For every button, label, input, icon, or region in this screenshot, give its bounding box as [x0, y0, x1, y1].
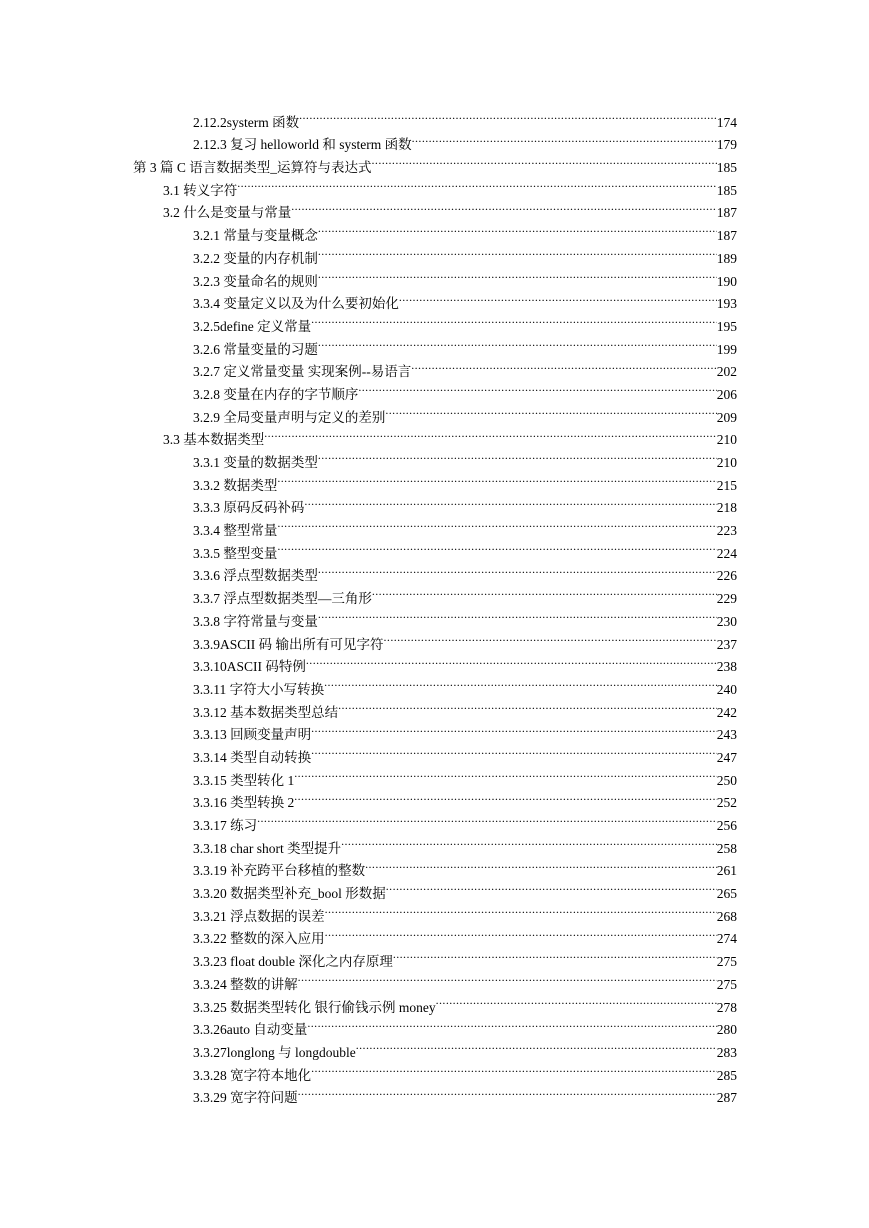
toc-leader-dots — [436, 989, 717, 1012]
toc-entry-title: 3.2 什么是变量与常量 — [163, 205, 292, 221]
toc-entry-title: 3.2.1 常量与变量概念 — [193, 228, 318, 244]
toc-entry-title: 3.3.22 整数的深入应用 — [193, 931, 325, 947]
toc-entry[interactable] — [0, 717, 737, 743]
toc-entry[interactable] — [0, 580, 737, 607]
table-of-contents — [0, 104, 869, 1106]
toc-leader-dots — [299, 104, 717, 127]
toc-entry[interactable] — [0, 649, 737, 675]
toc-entry-page-number: 237 — [716, 636, 737, 652]
toc-entry-title: 3.3.19 补充跨平台移植的整数 — [193, 863, 366, 879]
toc-entry[interactable] — [0, 172, 737, 198]
toc-leader-dots — [318, 240, 717, 263]
toc-entry-title: 3.3.10ASCII 码特例 — [193, 659, 306, 675]
toc-entry-title: 3.2.3 变量命名的规则 — [193, 273, 318, 289]
toc-leader-dots — [356, 1034, 717, 1057]
toc-leader-dots — [324, 671, 717, 694]
toc-entry-page-number: 285 — [716, 1067, 737, 1083]
toc-entry-title: 3.3.5 整型变量 — [193, 545, 278, 561]
toc-entry[interactable] — [0, 603, 737, 629]
toc-entry[interactable] — [0, 467, 737, 493]
toc-entry-title: 3.3.17 练习 — [193, 818, 258, 833]
toc-leader-dots — [341, 830, 717, 853]
toc-entry-page-number: 209 — [716, 409, 737, 425]
toc-leader-dots — [411, 354, 717, 377]
toc-entry[interactable] — [0, 875, 737, 902]
toc-leader-dots — [365, 853, 717, 876]
toc-entry-page-number: 199 — [716, 341, 737, 357]
toc-entry-page-number: 261 — [716, 863, 737, 879]
toc-entry-page-number: 275 — [716, 954, 737, 970]
toc-leader-dots — [291, 195, 717, 218]
toc-leader-dots — [318, 263, 717, 286]
toc-entry-page-number: 247 — [716, 749, 737, 765]
toc-leader-dots — [257, 807, 717, 830]
toc-entry-page-number: 287 — [716, 1090, 737, 1106]
toc-entry-page-number: 268 — [716, 908, 737, 924]
toc-entry-page-number: 274 — [716, 931, 737, 947]
toc-leader-dots — [318, 331, 717, 354]
toc-entry[interactable] — [0, 354, 737, 380]
toc-entry[interactable] — [0, 626, 737, 652]
toc-entry-title: 第 3 篇 C 语言数据类型_运算符与表达式 — [133, 160, 372, 176]
toc-entry-page-number: 283 — [716, 1044, 737, 1060]
toc-entry-title: 3.1 转义字符 — [163, 182, 238, 198]
toc-entry-page-number: 210 — [716, 455, 737, 470]
toc-entry[interactable] — [0, 830, 737, 856]
toc-entry-page-number: 256 — [716, 818, 737, 833]
toc-entry-page-number: 230 — [716, 613, 737, 629]
toc-entry[interactable] — [0, 694, 737, 720]
toc-leader-dots — [386, 875, 717, 898]
toc-entry-title: 3.2.8 变量在内存的字节顺序 — [193, 386, 359, 402]
toc-entry-title: 3.3.29 宽字符问题 — [193, 1090, 298, 1106]
toc-leader-dots — [264, 422, 717, 445]
toc-entry[interactable] — [0, 739, 737, 765]
toc-entry-title: 3.3.23 float double 深化之内存原理 — [193, 954, 393, 970]
toc-entry[interactable] — [0, 535, 737, 561]
toc-leader-dots — [318, 444, 717, 467]
toc-entry-page-number: 187 — [716, 205, 737, 221]
toc-entry-title: 3.2.2 变量的内存机制 — [193, 250, 318, 266]
toc-leader-dots — [237, 172, 717, 195]
toc-entry-title: 3.3.8 字符常量与变量 — [193, 613, 318, 629]
toc-entry-title: 3.3.4 整型常量 — [193, 523, 278, 539]
toc-entry-page-number: 265 — [716, 886, 737, 902]
toc-entry[interactable] — [0, 308, 737, 334]
toc-leader-dots — [384, 626, 717, 649]
toc-leader-dots — [318, 558, 717, 581]
toc-entry-page-number: 174 — [716, 114, 737, 130]
toc-entry[interactable] — [0, 331, 737, 357]
toc-entry-page-number: 242 — [716, 704, 737, 720]
toc-leader-dots — [311, 308, 717, 331]
toc-entry-title: 3.2.5define 定义常量 — [193, 318, 312, 334]
toc-entry-title: 3.3.6 浮点型数据类型 — [193, 568, 318, 584]
toc-entry-page-number: 278 — [716, 999, 737, 1015]
toc-entry[interactable] — [0, 807, 737, 833]
toc-leader-dots — [318, 217, 717, 240]
toc-entry[interactable] — [0, 1034, 737, 1060]
toc-entry-page-number: 195 — [716, 318, 737, 334]
toc-entry-title: 3.2.6 常量变量的习题 — [193, 341, 318, 357]
toc-entry-title: 3.3.14 类型自动转换 — [193, 749, 312, 765]
toc-entry-title: 3.3 基本数据类型 — [163, 432, 265, 448]
toc-leader-dots — [311, 717, 717, 740]
toc-leader-dots — [372, 149, 717, 172]
toc-leader-dots — [325, 898, 717, 921]
toc-entry-title: 3.3.20 数据类型补充_bool 形数据 — [193, 886, 386, 902]
toc-entry-page-number: 210 — [716, 432, 737, 448]
toc-leader-dots — [372, 580, 717, 603]
toc-entry-title: 2.12.2systerm 函数 — [193, 114, 300, 130]
toc-entry[interactable] — [0, 399, 737, 425]
toc-entry-page-number: 187 — [716, 228, 737, 244]
toc-leader-dots — [338, 694, 717, 717]
toc-entry[interactable] — [0, 512, 737, 539]
toc-entry[interactable] — [0, 1080, 737, 1106]
toc-entry[interactable] — [0, 785, 737, 811]
toc-entry-page-number: 275 — [716, 976, 737, 992]
toc-leader-dots — [277, 535, 716, 558]
toc-leader-dots — [311, 739, 717, 762]
toc-entry-title: 3.3.26auto 自动变量 — [193, 1022, 308, 1038]
toc-entry-title: 3.3.2 数据类型 — [193, 477, 278, 493]
toc-entry[interactable] — [0, 376, 737, 402]
toc-entry-page-number: 224 — [716, 545, 737, 561]
toc-leader-dots — [393, 943, 717, 966]
toc-entry[interactable] — [0, 943, 737, 970]
toc-entry-page-number: 240 — [716, 681, 737, 697]
toc-entry-page-number: 202 — [716, 364, 737, 380]
toc-entry[interactable] — [0, 966, 737, 992]
toc-leader-dots — [277, 467, 716, 490]
toc-entry-title: 3.3.18 char short 类型提升 — [193, 840, 342, 856]
toc-entry[interactable] — [0, 762, 737, 788]
toc-entry[interactable] — [0, 444, 737, 470]
toc-entry-title: 3.3.28 宽字符本地化 — [193, 1067, 312, 1083]
toc-entry-page-number: 238 — [716, 659, 737, 675]
toc-entry-page-number: 218 — [716, 500, 737, 516]
toc-entry-title: 3.3.16 类型转换 2 — [193, 795, 295, 811]
toc-leader-dots — [298, 966, 717, 989]
toc-entry-title: 3.3.1 变量的数据类型 — [193, 455, 318, 470]
toc-entry-page-number: 189 — [716, 250, 737, 266]
toc-entry[interactable] — [0, 195, 737, 221]
toc-entry[interactable] — [0, 104, 737, 130]
toc-entry-title: 3.3.9ASCII 码 输出所有可见字符 — [193, 636, 384, 652]
toc-entry[interactable] — [0, 558, 737, 584]
toc-entry-title: 3.3.24 整数的讲解 — [193, 976, 298, 992]
toc-leader-dots — [294, 762, 717, 785]
toc-entry-page-number: 250 — [716, 772, 737, 788]
toc-leader-dots — [304, 490, 716, 513]
toc-entry[interactable] — [0, 127, 737, 153]
toc-entry-title: 3.3.11 字符大小写转换 — [193, 681, 325, 697]
toc-entry-title: 3.2.9 全局变量声明与定义的差别 — [193, 409, 386, 425]
toc-entry-title: 3.3.25 数据类型转化 银行偷钱示例 money — [193, 999, 436, 1015]
toc-entry-page-number: 258 — [716, 840, 737, 856]
toc-entry-page-number: 215 — [716, 477, 737, 493]
toc-entry-title: 2.12.3 复习 helloworld 和 systerm 函数 — [193, 137, 412, 153]
toc-entry[interactable] — [0, 263, 737, 289]
toc-entry[interactable] — [0, 671, 737, 697]
toc-entry[interactable] — [0, 240, 737, 266]
toc-entry-page-number: 280 — [716, 1022, 737, 1038]
toc-leader-dots — [399, 286, 717, 309]
toc-entry-title: 3.2.7 定义常量变量 实现案例--易语言 — [193, 364, 412, 380]
toc-entry[interactable] — [0, 898, 737, 924]
toc-entry-page-number: 206 — [716, 386, 737, 402]
toc-entry-page-number: 179 — [716, 137, 737, 153]
toc-entry[interactable] — [0, 989, 737, 1015]
toc-entry-title: 3.3.4 变量定义以及为什么要初始化 — [193, 296, 399, 312]
toc-entry-page-number: 226 — [716, 568, 737, 584]
toc-entry-page-number: 190 — [716, 273, 737, 289]
toc-entry-page-number: 252 — [716, 795, 737, 811]
toc-entry-title: 3.3.15 类型转化 1 — [193, 772, 295, 788]
toc-entry[interactable] — [0, 422, 737, 448]
toc-leader-dots — [412, 127, 717, 150]
toc-leader-dots — [358, 376, 716, 399]
toc-entry[interactable] — [0, 490, 737, 516]
toc-leader-dots — [385, 399, 716, 422]
toc-entry-page-number: 185 — [716, 182, 737, 198]
toc-entry-page-number: 223 — [716, 523, 737, 539]
toc-entry-page-number: 243 — [716, 727, 737, 743]
toc-entry-title: 3.3.7 浮点型数据类型—三角形 — [193, 591, 372, 607]
toc-entry-title: 3.3.13 回顾变量声明 — [193, 727, 312, 743]
toc-leader-dots — [277, 512, 716, 535]
toc-leader-dots — [298, 1080, 717, 1103]
toc-leader-dots — [306, 649, 717, 672]
toc-entry-page-number: 229 — [716, 591, 737, 607]
toc-entry-title: 3.3.27longlong 与 longdouble — [193, 1044, 356, 1060]
toc-entry[interactable] — [0, 1012, 737, 1038]
toc-entry-page-number: 185 — [716, 160, 737, 176]
toc-leader-dots — [294, 785, 717, 808]
toc-leader-dots — [307, 1012, 716, 1035]
toc-entry-title: 3.3.21 浮点数据的误差 — [193, 908, 325, 924]
toc-entry[interactable] — [0, 1057, 737, 1083]
toc-leader-dots — [318, 603, 717, 626]
toc-entry-title: 3.3.3 原码反码补码 — [193, 500, 305, 516]
toc-entry-page-number: 193 — [716, 296, 737, 312]
toc-leader-dots — [311, 1057, 717, 1080]
toc-entry[interactable] — [0, 921, 737, 947]
toc-entry-title: 3.3.12 基本数据类型总结 — [193, 704, 339, 720]
toc-entry[interactable] — [0, 286, 737, 312]
toc-leader-dots — [325, 921, 717, 944]
toc-entry[interactable] — [0, 853, 737, 879]
toc-entry[interactable] — [0, 217, 737, 244]
